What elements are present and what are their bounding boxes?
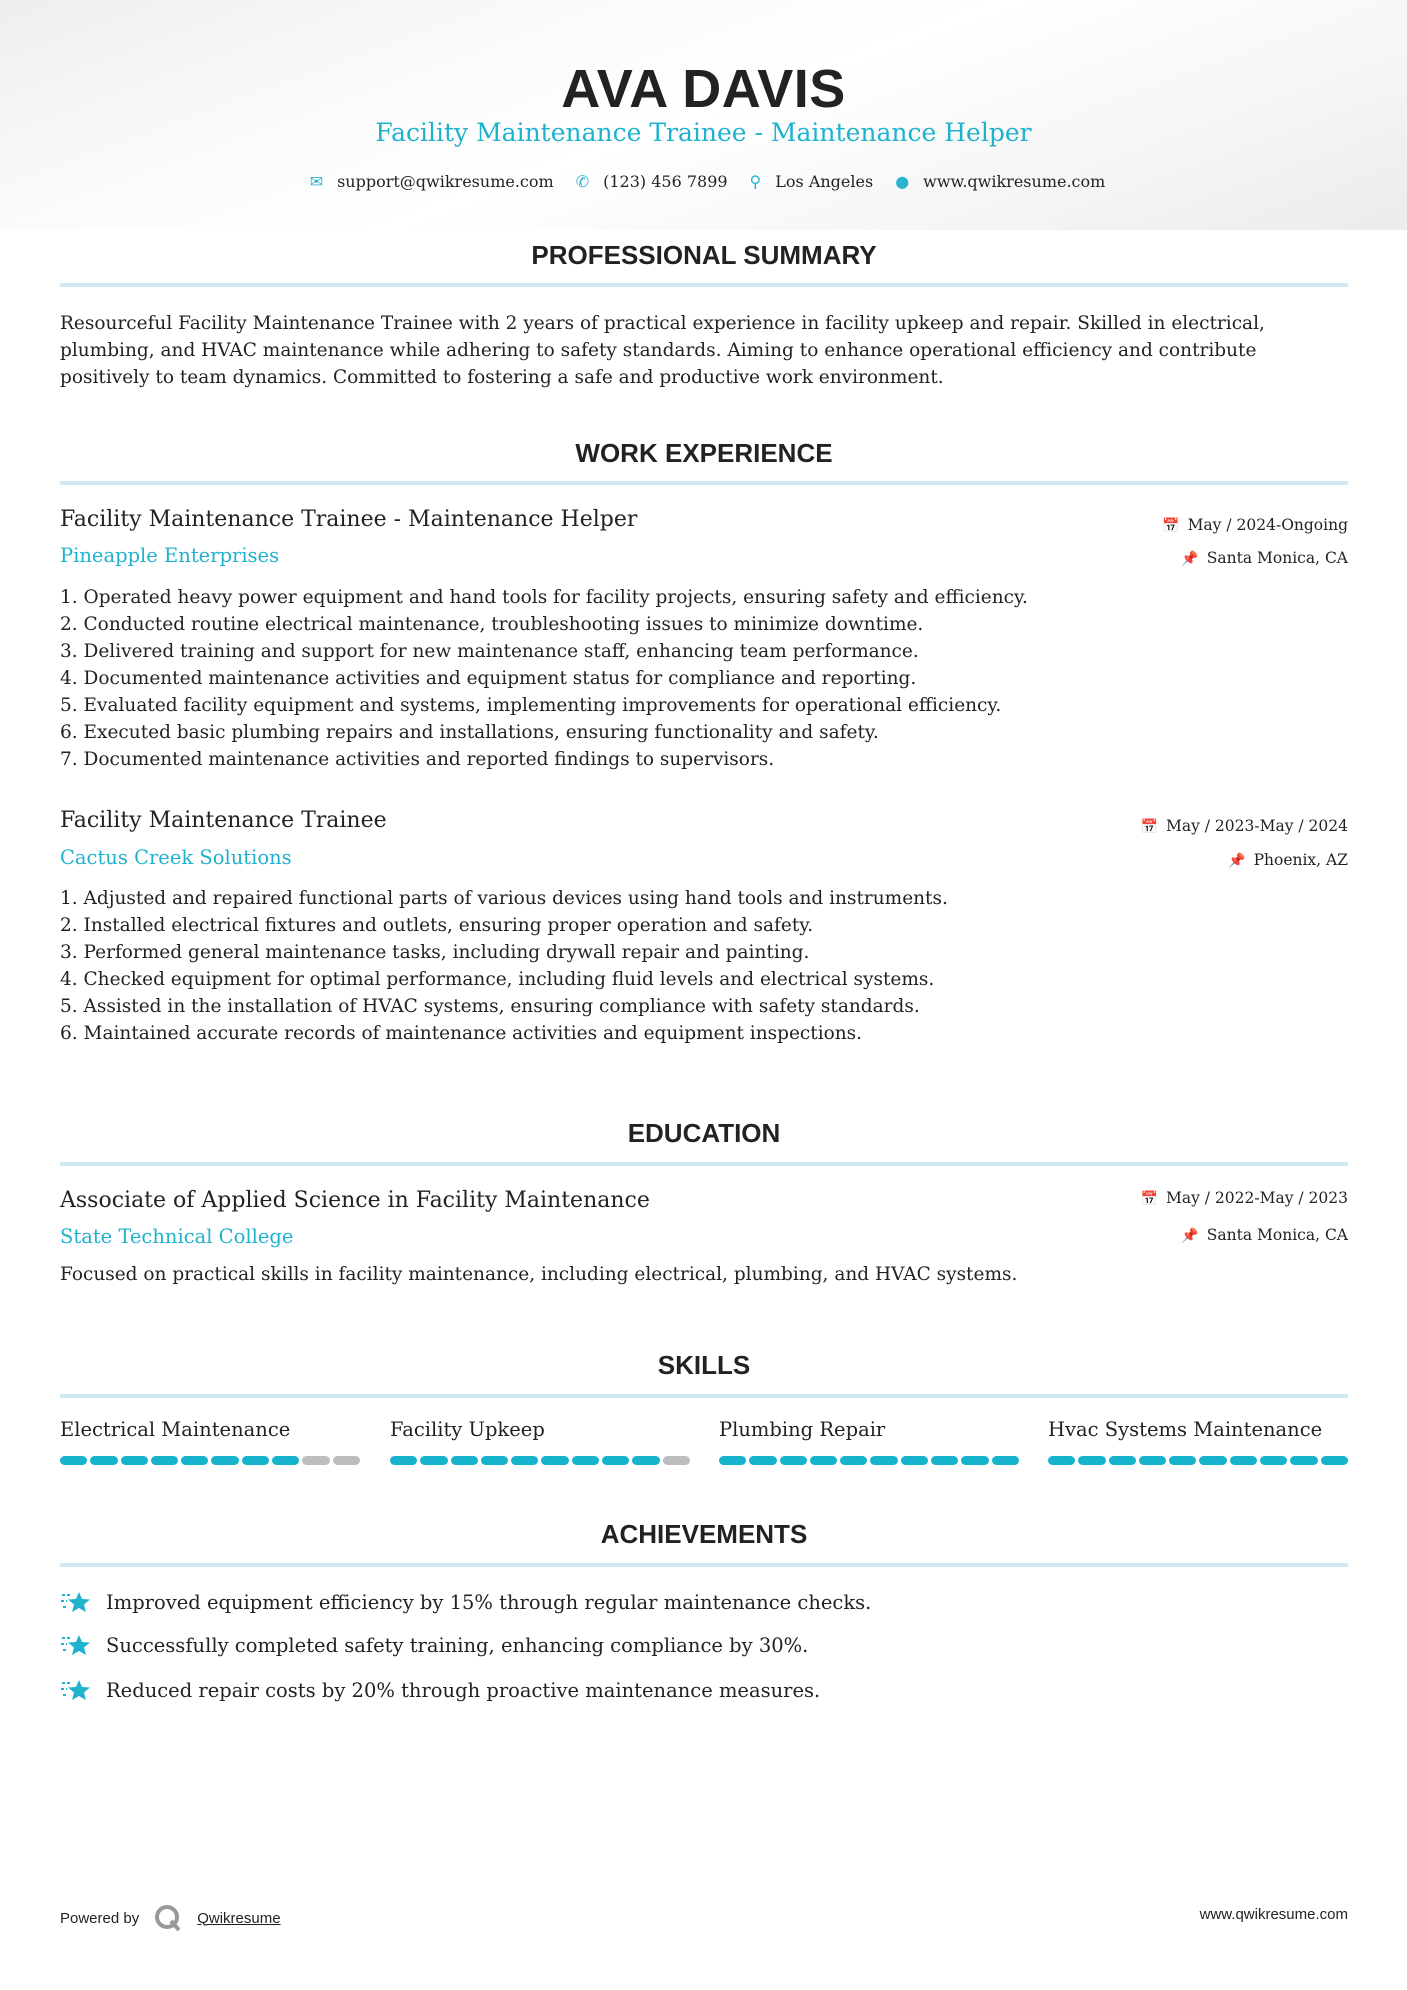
pin-icon: 📌: [1228, 853, 1246, 869]
skill-segment-filled: [511, 1456, 538, 1465]
achievements-heading: ACHIEVEMENTS: [600, 1519, 808, 1549]
job-location: [1181, 549, 1348, 567]
skill-segment-filled: [242, 1456, 269, 1465]
skill-segment-filled: [901, 1456, 928, 1465]
list-item: 1. Operated heavy power equipment and hand tools for facility projects, ensuring safety and efficiency.: [60, 587, 1028, 608]
skill-segment-filled: [541, 1456, 568, 1465]
skill-segment-filled: [931, 1456, 958, 1465]
list-item: 2. Conducted routine electrical maintenance, troubleshooting issues to minimize downtime.: [60, 614, 924, 635]
skill-segment-filled: [1290, 1456, 1317, 1465]
achievement-item: [60, 1677, 820, 1703]
skill-name: Electrical Maintenance: [60, 1418, 291, 1441]
skill-segment-filled: [780, 1456, 807, 1465]
calendar-icon: 📅: [1140, 1191, 1158, 1207]
skill-name: Hvac Systems Maintenance: [1048, 1418, 1323, 1441]
skill-segment-filled: [272, 1456, 299, 1465]
skill-segment-filled: [1321, 1456, 1348, 1465]
experience-heading: WORK EXPERIENCE: [575, 438, 833, 468]
achievement-text: Reduced repair costs by 20% through proactive maintenance measures.: [106, 1678, 821, 1702]
contact-location: Los Angeles: [775, 172, 874, 191]
skill-segment-filled: [992, 1456, 1019, 1465]
job-title: Facility Maintenance Trainee: [60, 808, 387, 833]
skill-segment-filled: [810, 1456, 837, 1465]
education-date: [1141, 1189, 1348, 1207]
phone-icon: ✆: [575, 172, 590, 191]
shooting-star-icon: [60, 1632, 92, 1658]
list-item: 1. Adjusted and repaired functional parts of various devices using hand tools and instruments.: [60, 888, 948, 909]
list-item: 7. Documented maintenance activities and reported findings to supervisors.: [60, 749, 775, 770]
contact-website[interactable]: www.qwikresume.com: [923, 172, 1106, 191]
footer-website[interactable]: www.qwikresume.com: [1199, 1906, 1348, 1923]
skill-item: [1048, 1418, 1348, 1465]
job-location: [1228, 851, 1348, 869]
job-company: Pineapple Enterprises: [60, 544, 280, 567]
skill-segment-filled: [211, 1456, 238, 1465]
skill-name: Plumbing Repair: [719, 1418, 886, 1441]
job-bullets: [60, 885, 1350, 1047]
skill-segment-filled: [749, 1456, 776, 1465]
skill-segment-filled: [390, 1456, 417, 1465]
skill-segment-filled: [961, 1456, 988, 1465]
skill-level-bar: [60, 1456, 360, 1465]
contact-bar: [0, 172, 1407, 191]
skill-segment-filled: [1048, 1456, 1075, 1465]
skill-item: [719, 1418, 1019, 1465]
calendar-icon: 📅: [1162, 518, 1180, 534]
skill-segment-filled: [1230, 1456, 1257, 1465]
job-company: Cactus Creek Solutions: [60, 846, 292, 869]
job-date: [1162, 516, 1348, 534]
skill-level-bar: [390, 1456, 690, 1465]
education-heading: EDUCATION: [627, 1118, 781, 1148]
pin-icon: 📌: [1181, 1228, 1199, 1244]
qwikresume-logo-icon: [153, 1903, 183, 1933]
summary-heading: PROFESSIONAL SUMMARY: [531, 240, 877, 270]
achievement-text: Successfully completed safety training, enhancing compliance by 30%.: [106, 1633, 809, 1657]
skill-segment-filled: [151, 1456, 178, 1465]
achievement-item: [60, 1632, 808, 1658]
degree-title: Associate of Applied Science in Facility Maintenance: [60, 1188, 650, 1213]
shooting-star-icon: [60, 1677, 92, 1703]
education-description: Focused on practical skills in facility maintenance, including electrical, plumbing, and HVAC systems.: [60, 1264, 1018, 1285]
skill-segment-filled: [840, 1456, 867, 1465]
skill-segment-filled: [870, 1456, 897, 1465]
education-location-text: Santa Monica, CA: [1206, 1226, 1348, 1244]
brand-link[interactable]: Qwikresume: [197, 1909, 281, 1927]
skill-segment-filled: [1109, 1456, 1136, 1465]
section-divider: [60, 283, 1348, 287]
skill-segment-filled: [1139, 1456, 1166, 1465]
skill-segment-filled: [719, 1456, 746, 1465]
footer-powered: [60, 1903, 281, 1933]
skill-item: [390, 1418, 690, 1465]
skill-item: [60, 1418, 360, 1465]
education-location: [1181, 1226, 1348, 1244]
skill-name: Facility Upkeep: [390, 1418, 545, 1441]
section-divider: [60, 481, 1348, 485]
pin-icon: 📌: [1181, 551, 1199, 567]
candidate-name: AVA DAVIS: [561, 59, 846, 119]
skill-segment-filled: [481, 1456, 508, 1465]
skill-segment-filled: [420, 1456, 447, 1465]
job-date-text: May / 2024-Ongoing: [1187, 516, 1348, 534]
envelope-icon: ✉: [309, 172, 324, 191]
list-item: 5. Evaluated facility equipment and systems, implementing improvements for operational efficiency.: [60, 695, 1002, 716]
skill-segment-filled: [1260, 1456, 1287, 1465]
calendar-icon: 📅: [1140, 819, 1158, 835]
contact-phone: (123) 456 7899: [603, 172, 728, 191]
map-pin-icon: ⚲: [749, 172, 762, 191]
section-divider: [60, 1394, 1348, 1398]
skill-segment-filled: [121, 1456, 148, 1465]
contact-email[interactable]: support@qwikresume.com: [337, 172, 554, 191]
skill-segment-filled: [572, 1456, 599, 1465]
education-date-text: May / 2022-May / 2023: [1165, 1189, 1348, 1207]
skill-segment-filled: [1169, 1456, 1196, 1465]
skill-level-bar: [1048, 1456, 1348, 1465]
skill-segment-filled: [1199, 1456, 1226, 1465]
skill-segment-empty: [663, 1456, 690, 1465]
globe-icon: ●: [895, 172, 910, 191]
summary-text: Resourceful Facility Maintenance Trainee with 2 years of practical experience in facility upkeep and repair. Skilled in electrical, plumbing, and HVAC maintenance while adhering to safety standards. Aiming to enhance operational efficiency and contribute positively to team dynamics. Committed to fostering a safe and productive work environment.: [60, 313, 1265, 388]
list-item: 2. Installed electrical fixtures and outlets, ensuring proper operation and safety.: [60, 915, 814, 936]
candidate-title: Facility Maintenance Trainee - Maintenance Helper: [375, 118, 1032, 147]
list-item: 3. Delivered training and support for new maintenance staff, enhancing team performance.: [60, 641, 919, 662]
list-item: 6. Executed basic plumbing repairs and installations, ensuring functionality and safety.: [60, 722, 879, 743]
skill-segment-filled: [90, 1456, 117, 1465]
skill-segment-empty: [333, 1456, 360, 1465]
skill-segment-filled: [451, 1456, 478, 1465]
school-name: State Technical College: [60, 1225, 294, 1248]
skills-heading: SKILLS: [657, 1350, 751, 1380]
achievement-text: Improved equipment efficiency by 15% through regular maintenance checks.: [106, 1590, 872, 1614]
job-date: [1141, 817, 1348, 835]
section-divider: [60, 1162, 1348, 1166]
job-location-text: Phoenix, AZ: [1253, 851, 1348, 869]
list-item: 5. Assisted in the installation of HVAC systems, ensuring compliance with safety standards.: [60, 996, 920, 1017]
skill-segment-filled: [632, 1456, 659, 1465]
skill-level-bar: [719, 1456, 1019, 1465]
job-location-text: Santa Monica, CA: [1206, 549, 1348, 567]
section-divider: [60, 1563, 1348, 1567]
achievement-item: [60, 1589, 871, 1615]
skill-segment-filled: [60, 1456, 87, 1465]
skill-segment-filled: [1078, 1456, 1105, 1465]
list-item: 6. Maintained accurate records of maintenance activities and equipment inspections.: [60, 1023, 863, 1044]
list-item: 3. Performed general maintenance tasks, including drywall repair and painting.: [60, 942, 810, 963]
skill-segment-filled: [181, 1456, 208, 1465]
list-item: 4. Checked equipment for optimal performance, including fluid levels and electrical systems.: [60, 969, 935, 990]
skill-segment-filled: [602, 1456, 629, 1465]
skill-segment-empty: [302, 1456, 329, 1465]
job-date-text: May / 2023-May / 2024: [1165, 817, 1348, 835]
job-title: Facility Maintenance Trainee - Maintenance Helper: [60, 507, 638, 532]
list-item: 4. Documented maintenance activities and equipment status for compliance and reporting.: [60, 668, 917, 689]
job-bullets: [60, 584, 1350, 773]
powered-by-label: Powered by: [60, 1909, 140, 1927]
shooting-star-icon: [60, 1589, 92, 1615]
